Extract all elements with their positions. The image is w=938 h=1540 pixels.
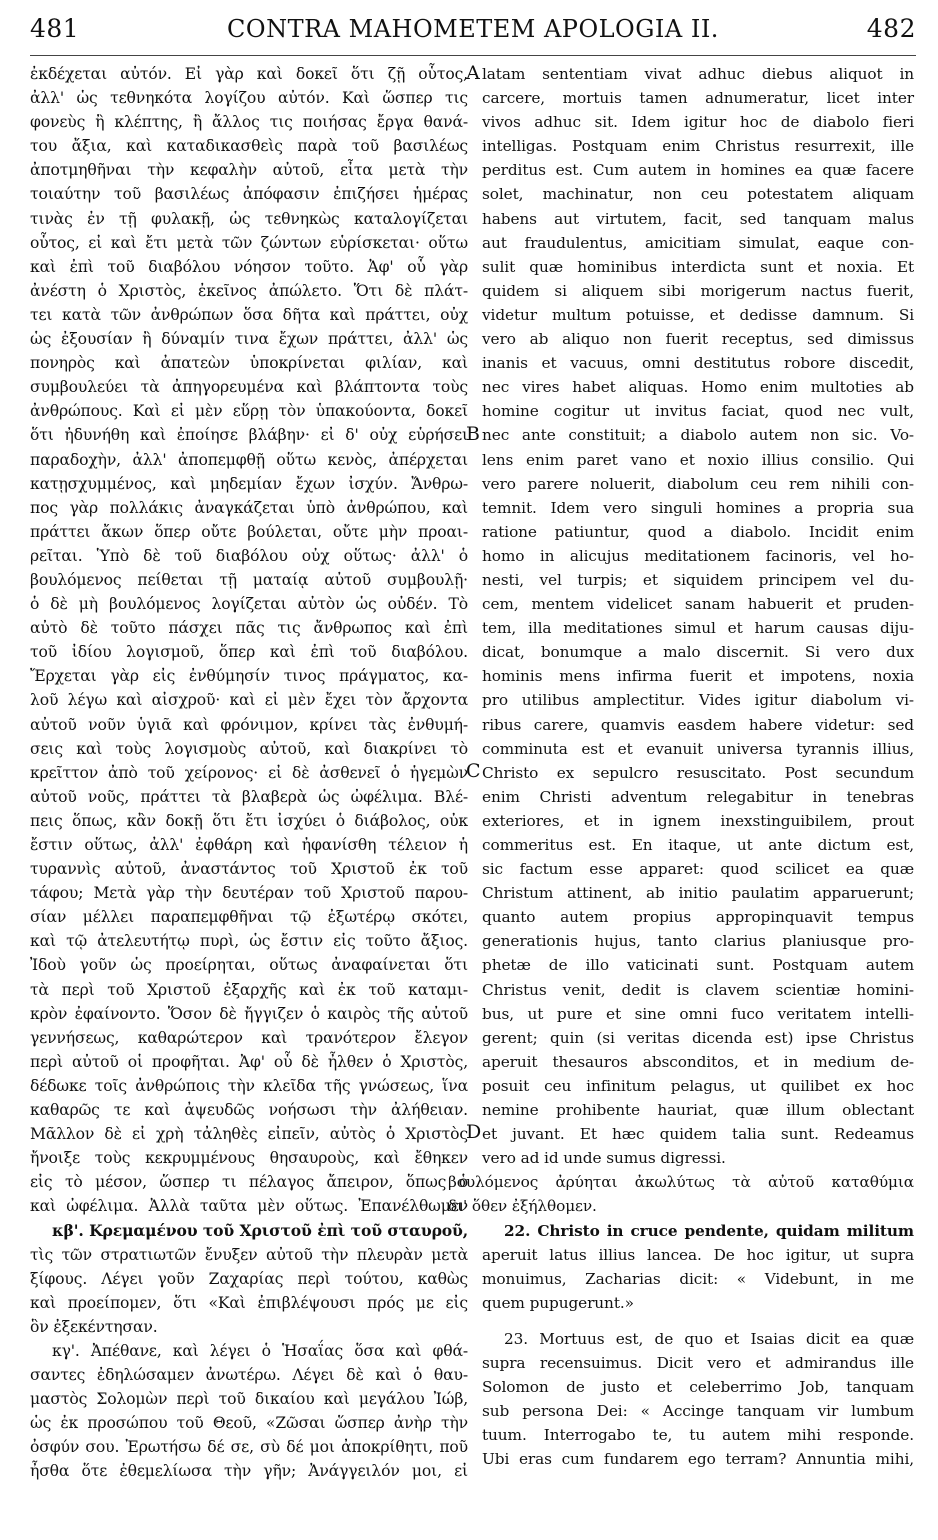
latin-text-line: habens aut virtutem, facit, sed tanquam malus	[482, 209, 914, 228]
latin-text-line: Solomon de justo et celeberrimo Job, tanquam	[482, 1378, 914, 1397]
latin-text-line: nec vires habet aliquas. Homo enim multoties ab	[482, 378, 914, 397]
latin-text-line: quanto autem propius appropinquavit tempus	[482, 908, 914, 927]
latin-text-line: et juvant. Et hæc quidem talia sunt. Redeamus	[482, 1125, 914, 1144]
latin-text-line: videtur multum potuisse, et dedisse damnum. Si	[482, 305, 914, 324]
latin-text-line: carcere, mortuis tamen adnumeratur, licet inter	[482, 89, 914, 108]
latin-text-line: dicat, bonumque a malo discernit. Si vero dux	[482, 643, 914, 662]
latin-text-line: nec ante constituit; a diabolo autem non sic. Vo-	[482, 426, 914, 445]
greek-text-line: καθαρῶς τε καὶ ἀψευδῶς νοήσωσι τὴν ἀλήθειαν.	[30, 1101, 468, 1120]
greek-text-line: φονεὺς ἢ κλέπτης, ἢ ἄλλος τις ποιήσας ἔργα θανά-	[30, 113, 468, 132]
greek-text-line: αὐτοῦ νοῦς, πράττει τὰ βλαβερὰ ὡς ὠφέλιμα. Βλέ-	[30, 787, 468, 806]
greek-text-line: Ἰδοὺ γοῦν ὡς προείρηται, οὕτως ἀναφαίνεται ὅτι	[30, 956, 468, 975]
greek-text-line: σεις καὶ τοὺς λογισμοὺς αὐτοῦ, καὶ διακρίνει τὸ	[30, 739, 468, 758]
greek-text-line: σίαν μέλλει παραπεμφθῆναι τῷ ἐξωτέρῳ σκότει,	[30, 908, 468, 927]
greek-text-line: κατῃσχυμμένος, καὶ μηδεμίαν ἔχων ἰσχύν. Ἄνθρω-	[30, 474, 468, 493]
greek-text-line: ρεῖται. Ὑπὸ δὲ τοῦ διαβόλου οὐχ οὕτως· ἀλλ' ὁ	[30, 546, 468, 565]
greek-text-line: αὐτὸ δὲ τοῦτο πάσχει πᾶς τις ἄνθρωπος καὶ ἐπὶ	[30, 619, 468, 638]
latin-text-line: bus, ut pure et sine omni fuco veritatem intelli-	[482, 1004, 914, 1023]
latin-text-line: exteriores, et in ignem inexstinguibilem, prout	[482, 811, 914, 830]
latin-text-line: inanis et vacuus, omni destitutus robore discedit,	[482, 354, 914, 373]
paragraph-gap	[482, 1315, 914, 1327]
greek-text-line: συμβουλεύει τὰ ἀπηγορευμένα καὶ βλάπτοντα τοὺς	[30, 378, 468, 397]
greek-text-line: ὅτι ἠδυνήθη καὶ ἐποίησε βλάβην· εἰ δ' οὐχ εὑρήσει	[30, 426, 468, 445]
greek-text-line: τει κατὰ τῶν ἀνθρώπων ὅσα δῆτα καὶ πράττει, οὐχ	[30, 305, 468, 324]
greek-text-line: Μᾶλλον δὲ εἰ χρὴ τἀληθὲς εἰπεῖν, αὐτὸς ὁ Χριστὸς	[30, 1125, 468, 1144]
latin-column	[448, 62, 914, 1524]
greek-text-line: ὡς ἐκ προσώπου τοῦ Θεοῦ, «Ζῶσαι ὥσπερ ἀνὴρ τὴν	[30, 1414, 468, 1433]
latin-text-line: sub persona Dei: « Accinge tanquam vir lumbum	[482, 1402, 914, 1421]
latin-text-line: Christus venit, dedit is clavem scientiæ homini-	[482, 980, 914, 999]
latin-text-line: quidem si aliquem sibi morigerum nactus fuerit,	[482, 281, 914, 300]
latin-text-line: posuit ceu infinitum pelagus, ut quilibet ex hoc	[482, 1076, 914, 1095]
section-marker-a: A	[466, 62, 480, 84]
greek-text-line: σαντες ἐδηλώσαμεν ἀνωτέρω. Λέγει δὲ καὶ ὁ θαυ-	[30, 1366, 468, 1385]
greek-text-line: ἦσθα ὅτε ἐθεμελίωσα τὴν γῆν; Ἀνάγγειλόν μοι, εἰ	[30, 1462, 468, 1481]
latin-text-line: monuimus, Zacharias dicit: « Videbunt, in me	[482, 1269, 914, 1288]
greek-column	[30, 62, 468, 1524]
greek-text-line: ὁ δὲ μὴ βουλόμενος λογίζεται αὐτὸν ὡς οὐδέν. Τὸ	[30, 595, 468, 614]
latin-text-line: homine cogitur ut invitus faciat, quod nec vult,	[482, 402, 914, 421]
greek-text-line: τάφου; Μετὰ γὰρ τὴν δευτέραν τοῦ Χριστοῦ παρου-	[30, 884, 468, 903]
greek-text-line: παραδοχὴν, ἀλλ' ἀποπεμφθῇ οὕτω κενὸς, ἀπέρχεται	[30, 450, 468, 469]
greek-text-line: οὗτος, εἰ καὶ ἔτι μετὰ τῶν ζώντων εὑρίσκεται· οὕτω	[30, 233, 468, 252]
latin-text-line: βουλόμενος ἀρύηται ἀκωλύτως τὰ αὐτοῦ καταθύμια	[448, 1173, 914, 1192]
greek-text-line: γεννήσεως, καθαρώτερον καὶ τρανότερον ἔλεγον	[30, 1028, 468, 1047]
greek-text-line: ἔστιν οὕτως, ἀλλ' ἐφθάρη καὶ ἠφανίσθη τέλειον ἡ	[30, 836, 468, 854]
greek-text-line: καὶ προείπομεν, ὅτι «Καὶ ἐπιβλέψουσι πρός με εἰς	[30, 1293, 468, 1312]
greek-text-line: κβ'. Κρεμαμένου τοῦ Χριστοῦ ἐπὶ τοῦ σταυροῦ,	[52, 1220, 468, 1240]
greek-text-line: μαστὸς Σολομὼν περὶ τοῦ δικαίου καὶ μεγάλου Ἰώβ,	[30, 1390, 468, 1409]
greek-text-line: πος γὰρ πολλάκις ἀναγκάζεται ὑπὸ ἀνθρώπου, καὶ	[30, 498, 468, 517]
latin-text-line: nemine prohibente hauriat, quæ illum oblectant	[482, 1101, 914, 1120]
latin-text-line: solet, machinatur, non ceu potestatem aliquam	[482, 185, 914, 204]
greek-text-line: ἀνθρώπους. Καὶ εἰ μὲν εὕρῃ τὸν ὑπακούοντα, δοκεῖ	[30, 402, 468, 421]
greek-text-line: ὀσφύν σου. Ἐρωτήσω δέ σε, σὺ δέ μοι ἀποκρίθητι, ποῦ	[30, 1438, 468, 1457]
latin-text-line: vero ab aliquo non fuerit receptus, sed dimissus	[482, 330, 914, 349]
page-number-right: 482	[866, 14, 916, 43]
latin-text-line: Christo ex sepulcro resuscitato. Post secundum	[482, 763, 914, 782]
latin-text-line: lens enim paret vano et noxio illius consilio. Qui	[482, 450, 914, 469]
greek-text-line: Ἔρχεται γὰρ εἰς ἐνθύμησίν τινος πράγματος, κα-	[30, 667, 468, 686]
greek-text-line: κρὸν ἐφαίνοντο. Ὅσον δὲ ἤγγιζεν ὁ καιρὸς τῆς αὐτοῦ	[30, 1004, 468, 1023]
latin-text-line: ratione patiuntur, quod a diabolo. Incidit enim	[482, 522, 914, 541]
section-marker-b: B	[466, 423, 480, 445]
greek-text-line: δέδωκε τοῖς ἀνθρώποις τὴν κλεῖδα τῆς γνώσεως, ἵνα	[30, 1076, 468, 1095]
section-marker-d: D	[466, 1121, 482, 1143]
greek-text-line: τὶς τῶν στρατιωτῶν ἔνυξεν αὐτοῦ τὴν πλευρὰν μετὰ	[30, 1245, 468, 1264]
latin-text-line: tem, illa meditationes simul et harum causas diju-	[482, 619, 914, 638]
latin-text-line: temnit. Idem vero singuli homines a propria sua	[482, 498, 914, 517]
greek-text-line: αὐτοῦ νοῦν ὑγιᾶ καὶ φρόνιμον, κρίνει τὰς ἐνθυμή-	[30, 715, 468, 734]
latin-text-line: commeritus est. En itaque, ut ante dictum est,	[482, 836, 914, 854]
latin-text-line: intelligas. Postquam enim Christus resurrexit, ille	[482, 137, 914, 156]
greek-text-line: καὶ ἐπὶ τοῦ διαβόλου νόησον τοῦτο. Ἀφ' οὗ γὰρ	[30, 257, 468, 276]
latin-text-line: aperuit thesauros absconditos, et in medium de-	[482, 1052, 914, 1071]
greek-text-line: ἀνέστη ὁ Χριστὸς, ἐκεῖνος ἀπώλετο. Ὅτι δὲ πλάτ-	[30, 281, 468, 300]
greek-text-line: τὰ περὶ τοῦ Χριστοῦ ἐξαρχῆς καὶ ἐκ τοῦ καταμι-	[30, 980, 468, 999]
greek-text-line: τινὰς ἐν τῇ φυλακῇ, ὡς τεθνηκὼς καταλογίζεται	[30, 209, 468, 228]
latin-text-line: phetæ de illo vaticinati sunt. Postquam autem	[482, 956, 914, 975]
latin-text-line: tuum. Interrogabo te, tu autem mihi responde.	[482, 1426, 914, 1445]
greek-text-line: τοῦ ἰδίου λογισμοῦ, ὅπερ καὶ ἐπὶ τοῦ διαβόλου.	[30, 643, 468, 662]
greek-text-line: κγ'. Ἀπέθανε, καὶ λέγει ὁ Ἡσαΐας ὅσα καὶ φθά-	[52, 1341, 468, 1360]
greek-text-line: ξίφους. Λέγει γοῦν Ζαχαρίας περὶ τούτου, καθὼς	[30, 1269, 468, 1288]
latin-text-line: aut fraudulentus, amicitiam simulat, eaque con-	[482, 233, 914, 252]
running-title: CONTRA MAHOMETEM APOLOGIA II.	[227, 15, 719, 43]
greek-text-line: πονηρὸς καὶ ἀπατεὼν ὑποκρίνεται φιλίαν, καὶ	[30, 354, 468, 373]
latin-text-line: sulit quæ hominibus interdicta sunt et noxia. Et	[482, 257, 914, 276]
greek-text-line: ἐκδέχεται αὐτόν. Εἰ γὰρ καὶ δοκεῖ ὅτι ζῇ οὗτος,	[30, 65, 468, 83]
greek-text-line: τυραννὶς αὐτοῦ, ἀναστάντος τοῦ Χριστοῦ ἐκ τοῦ	[30, 860, 468, 879]
latin-text-line: generationis hujus, tanto clarius planiusque pro-	[482, 932, 914, 951]
latin-text-line: Christum attinent, ab initio paulatim apparuerunt;	[482, 884, 914, 903]
page-number-left: 481	[30, 14, 80, 43]
greek-text-line: ἀλλ' ὡς τεθνηκότα λογίζου αὐτόν. Καὶ ὥσπερ τις	[30, 89, 468, 108]
greek-text-line: πεις ὅπως, κἂν δοκῇ ὅτι ἔτι ἰσχύει ὁ διάβολος, οὐκ	[30, 811, 468, 830]
greek-text-line: ἀποτμηθῆναι τὴν κεφαλὴν αὐτοῦ, εἶτα μετὰ τὴν	[30, 161, 468, 180]
latin-text-line: quem pupugerunt.»	[482, 1293, 634, 1312]
latin-text-line: δι' ὅθεν ἐξήλθομεν.	[448, 1197, 597, 1216]
latin-text-line: 22. Christo in cruce pendente, quidam militum	[504, 1221, 914, 1240]
latin-text-line: Ubi eras cum fundarem ego terram? Annuntia mihi,	[482, 1450, 914, 1469]
latin-text-line: vero parere noluerit, diabolum ceu rem nihili con-	[482, 474, 914, 493]
greek-text-line: ὡς ἐξουσίαν ἢ δύναμίν τινα ἔχων πράττει, ἀλλ' ὡς	[30, 330, 468, 349]
latin-text-line: nesti, vel turpis; et siquidem principem vel du-	[482, 570, 914, 589]
latin-text-line: comminuta est et evanuit universa tyrannis illius,	[482, 739, 914, 758]
latin-text-line: cem, mentem videlicet sanam habuerit et pruden-	[482, 595, 914, 614]
greek-text-line: βουλόμενος πείθεται τῇ ματαίᾳ αὐτοῦ συμβουλῇ·	[30, 570, 468, 589]
section-marker-c: C	[466, 760, 481, 782]
latin-text-line: gerent; quin (si veritas dicenda est) ipse Christus	[482, 1028, 914, 1047]
latin-text-line: homo in alicujus meditationem facinoris, vel ho-	[482, 546, 914, 565]
greek-text-line: κρεῖττον ἀπὸ τοῦ χείρονος· εἰ δὲ ἀσθενεῖ ὁ ἡγεμὼν	[30, 763, 468, 782]
latin-text-line: hominis mens infirma fuerit et impotens, noxia	[482, 667, 914, 686]
latin-text-line: 23. Mortuus est, de quo et Isaias dicit ea quæ	[504, 1329, 914, 1348]
latin-text-line: aperuit latus illius lancea. De hoc igitur, ut supra	[482, 1245, 914, 1264]
greek-text-line: πράττει ἄκων ὅπερ οὔτε βούλεται, οὔτε μὴν προαι-	[30, 522, 468, 541]
greek-text-line: καὶ τῷ ἀτελευτήτῳ πυρὶ, ὡς ἔστιν εἰς τοῦτο ἄξιος.	[30, 932, 468, 951]
latin-text-line: vivos adhuc sit. Idem igitur hoc de diabolo fieri	[482, 113, 914, 132]
latin-text-line: enim Christi adventum relegabitur in tenebras	[482, 787, 914, 806]
greek-text-line: του ἄξια, καὶ καταδικασθεὶς παρὰ τοῦ βασιλέως	[30, 137, 468, 156]
latin-text-line: pro utilibus amplectitur. Vides igitur diabolum vi-	[482, 691, 914, 710]
greek-text-line: λοῦ λέγω καὶ αἰσχροῦ· καὶ εἰ μὲν ἔχει τὸν ἄρχοντα	[30, 691, 468, 710]
greek-text-line: εἰς τὸ μέσον, ὥσπερ τι πέλαγος ἄπειρον, ὅπως ὁ	[30, 1173, 468, 1192]
latin-text-line: latam sententiam vivat adhuc diebus aliquot in	[482, 65, 914, 83]
header-rule	[30, 55, 916, 56]
greek-text-line: περὶ αὐτοῦ οἱ προφῆται. Ἀφ' οὗ δὲ ἦλθεν ὁ Χριστὸς,	[30, 1052, 468, 1071]
greek-text-line: ἤνοιξε τοὺς κεκρυμμένους θησαυροὺς, καὶ ἔθηκεν	[30, 1149, 468, 1168]
greek-text-line: τοιαύτην τοῦ βασιλέως ἀπόφασιν ἐπιζήσει ἡμέρας	[30, 185, 468, 204]
latin-text-line: supra recensuimus. Dicit vero et admirandus ille	[482, 1353, 914, 1372]
latin-text-line: vero ad id unde sumus digressi.	[482, 1149, 726, 1168]
running-header	[30, 14, 916, 50]
latin-text-line: ribus carere, quamvis easdem habere videtur: sed	[482, 715, 914, 734]
greek-text-line: ὃν ἐξεκέντησαν.	[30, 1317, 158, 1336]
latin-text-line: perditus est. Cum autem in homines ea quæ facere	[482, 161, 914, 180]
latin-text-line: sic factum esse apparet: quod scilicet ea quæ	[482, 860, 914, 879]
greek-text-line: καὶ ὠφέλιμα. Ἀλλὰ ταῦτα μὲν οὕτως. Ἐπανέλθωμεν	[30, 1197, 468, 1216]
